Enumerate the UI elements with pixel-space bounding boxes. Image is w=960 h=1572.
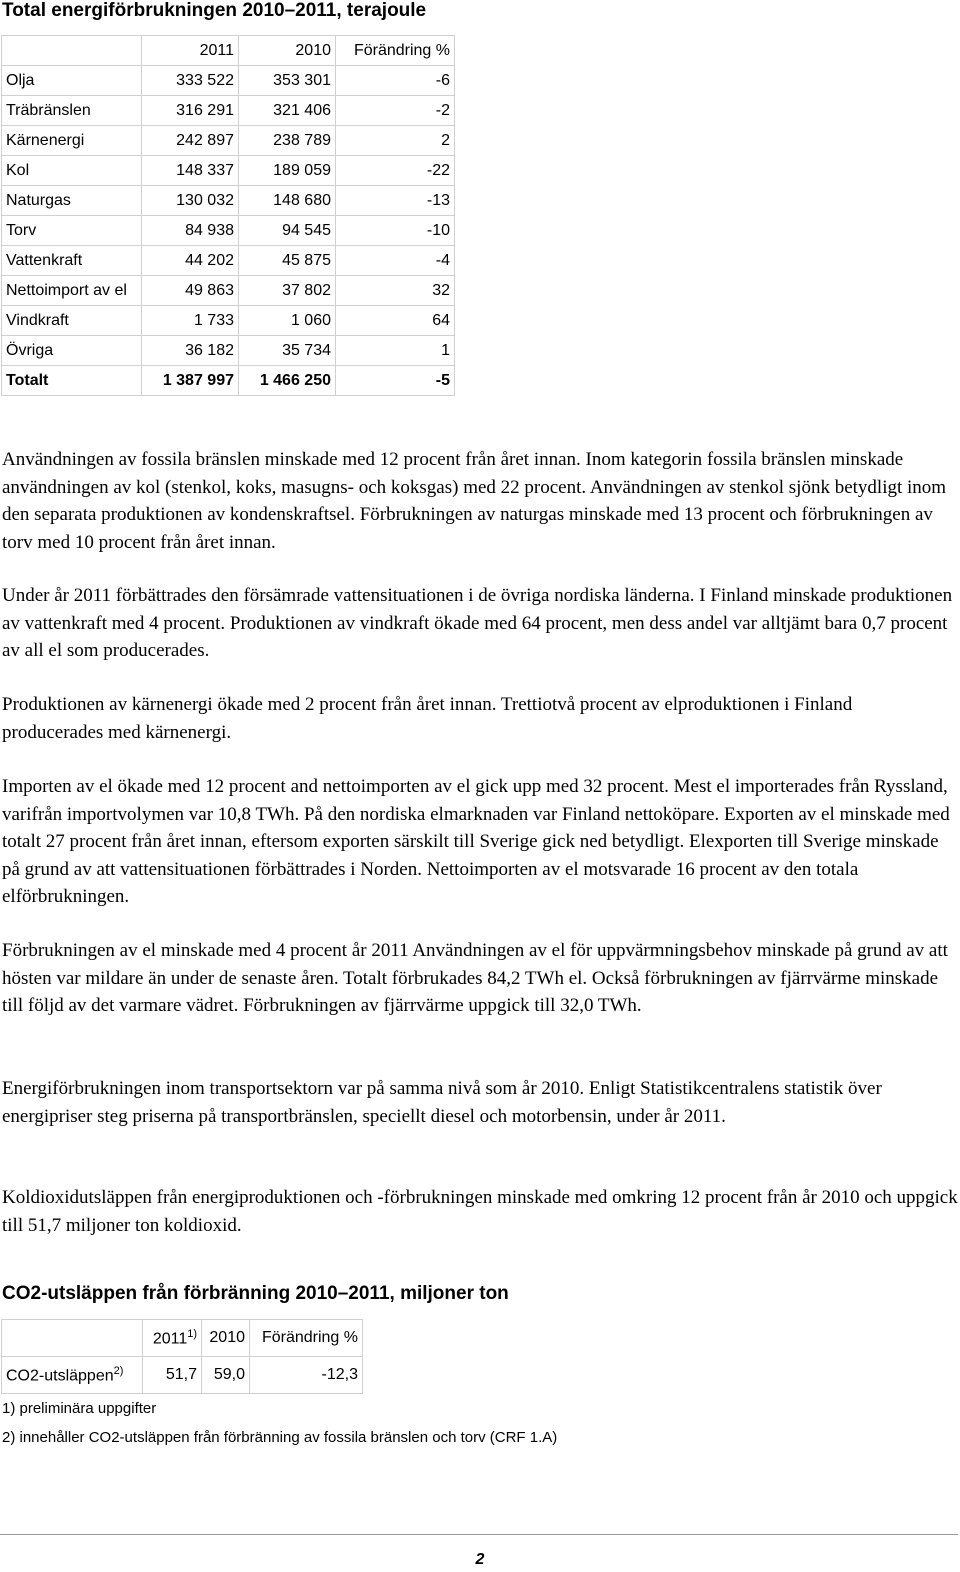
paragraph-hydro-wind: Under år 2011 förbättrades den försämrade vattensituationen i de övriga nordiska länderna. I Finland minskade produktionen av vattenkraft med 4 procent. Produktionen av vindkraft ökade med 64 procent, men dess andel var alltjämt bara 0,7 procent av all el som producerades.	[2, 585, 953, 661]
co2-header-2011: 2011$^{1)}$	[143, 1320, 202, 1357]
row-label: Kärnenergi	[2, 126, 142, 156]
table-cell: 32	[336, 276, 455, 306]
paragraph-electricity-consumption: Förbrukningen av el minskade med 4 procent år 2011 Användningen av el för uppvärmningsbehov minskade på grund av att hösten var mildare än under de senaste åren. Totalt förbrukades 84,2 TWh el. Också förbrukningen av fjärrvärme minskade till följd av det varmare vädret. Förbrukningen av fjärrvärme uppgick till 32,0 TWh.	[2, 940, 948, 1016]
row-label: Naturgas	[2, 186, 142, 216]
energy-table-title: Total energiförbrukningen 2010–2011, terajoule	[2, 0, 427, 21]
co2-table-title: CO2-utsläppen från förbränning 2010–2011, miljoner ton	[2, 1283, 509, 1304]
table-cell: -2	[336, 96, 455, 126]
row-label: Torv	[2, 216, 142, 246]
table-cell: 130 032	[142, 186, 239, 216]
table-cell: 49 863	[142, 276, 239, 306]
header-empty-cell	[2, 36, 142, 66]
table-cell: 189 059	[239, 156, 336, 186]
table-cell: 45 875	[239, 246, 336, 276]
table-cell: 353 301	[239, 66, 336, 96]
row-label: Vattenkraft	[2, 246, 142, 276]
table-cell: 148 680	[239, 186, 336, 216]
co2-value-2010: 59,0	[202, 1357, 250, 1394]
energy-consumption-table	[1, 35, 455, 396]
paragraph-nuclear: Produktionen av kärnenergi ökade med 2 procent från året innan. Trettiotvå procent av elproduktionen i Finland producerades med kärnenergi.	[2, 694, 853, 743]
table-row	[2, 126, 455, 156]
table-cell: 238 789	[239, 126, 336, 156]
column-header: 2011	[142, 36, 239, 66]
co2-header-row	[2, 1320, 363, 1357]
table-cell: 321 406	[239, 96, 336, 126]
row-label: Nettoimport av el	[2, 276, 142, 306]
table-row	[2, 186, 455, 216]
paragraph-transport: Energiförbrukningen inom transportsektorn var på samma nivå som år 2010. Enligt Statistikcentralens statistik över energipriser steg priserna på transportbränslen, speciellt diesel och motorbensin, under år 2011.	[2, 1078, 882, 1127]
row-label: Vindkraft	[2, 306, 142, 336]
table-cell: 35 734	[239, 336, 336, 366]
table-cell: -22	[336, 156, 455, 186]
table-cell: 316 291	[142, 96, 239, 126]
table-cell: 1 733	[142, 306, 239, 336]
column-header: 2010	[239, 36, 336, 66]
table-cell: 242 897	[142, 126, 239, 156]
page-footer-divider	[0, 1534, 958, 1535]
paragraph-electricity-import: Importen av el ökade med 12 procent and nettoimporten av el gick upp med 32 procent. Mest el importerades från Ryssland, varifrån importvolymen var 10,8 TWh. På den nordiska elmarknaden var Finland nettoköpare. Exporten av el minskade med totalt 27 procent från året innan, eftersom exporten särskilt till Sverige gick ned betydligt. Elexporten till Sverige minskade på grund av att vattensituationen förbättrades i Norden. Nettoimporten av el motsvarade 16 procent av den totala elförbrukningen.	[2, 776, 950, 907]
table-cell: -4	[336, 246, 455, 276]
row-label: Träbränslen	[2, 96, 142, 126]
footnote-1: 1) preliminära uppgifter	[2, 1400, 157, 1417]
column-header: Förändring %	[336, 36, 455, 66]
table-row	[2, 156, 455, 186]
co2-data-row	[2, 1357, 363, 1394]
table-cell: 64	[336, 306, 455, 336]
table-cell: 148 337	[142, 156, 239, 186]
co2-header-change: Förändring %	[250, 1320, 363, 1357]
table-cell: -13	[336, 186, 455, 216]
table-row	[2, 96, 455, 126]
table-cell: -10	[336, 216, 455, 246]
row-label: Totalt	[2, 366, 142, 396]
table-row	[2, 366, 455, 396]
footnote-2: 2) innehåller CO2-utsläppen från förbränning av fossila bränslen och torv (CRF 1.A)	[2, 1429, 558, 1446]
table-row	[2, 336, 455, 366]
table-cell: 36 182	[142, 336, 239, 366]
table-cell: 44 202	[142, 246, 239, 276]
table-row	[2, 66, 455, 96]
table-cell: 84 938	[142, 216, 239, 246]
co2-header-2010: 2010	[202, 1320, 250, 1357]
table-cell: 1 466 250	[239, 366, 336, 396]
co2-value-change: -12,3	[250, 1357, 363, 1394]
table-row	[2, 276, 455, 306]
table-cell: 333 522	[142, 66, 239, 96]
row-label: Kol	[2, 156, 142, 186]
row-label: Olja	[2, 66, 142, 96]
page-number: 2	[475, 1551, 485, 1568]
co2-header-empty	[2, 1320, 143, 1357]
table-cell: 94 545	[239, 216, 336, 246]
energy-header-row	[2, 36, 455, 66]
table-cell: 1 060	[239, 306, 336, 336]
table-row	[2, 246, 455, 276]
co2-value-2011: 51,7	[143, 1357, 202, 1394]
table-cell: 1 387 997	[142, 366, 239, 396]
table-cell: 1	[336, 336, 455, 366]
table-cell: 2	[336, 126, 455, 156]
co2-row-label: CO2-utsläppen$^{2)}$	[2, 1357, 143, 1394]
paragraph-co2: Koldioxidutsläppen från energiproduktionen och -förbrukningen minskade med omkring 12 procent från år 2010 och uppgick till 51,7 miljoner ton koldioxid.	[2, 1187, 958, 1236]
table-cell: -5	[336, 366, 455, 396]
row-label: Övriga	[2, 336, 142, 366]
table-row	[2, 216, 455, 246]
paragraph-fossil-fuels: Användningen av fossila bränslen minskade med 12 procent från året innan. Inom kategorin fossila bränslen minskade användningen av kol (stenkol, koks, masugns- och koksgas) med 22 procent. Användningen av stenkol sjönk betydligt inom den separata produktionen av kondenskraftsel. Förbrukningen av naturgas minskade med 13 procent och förbrukningen av torv med 10 procent från året innan.	[2, 449, 947, 553]
table-cell: 37 802	[239, 276, 336, 306]
table-cell: -6	[336, 66, 455, 96]
co2-emissions-table	[1, 1319, 363, 1394]
table-row	[2, 306, 455, 336]
